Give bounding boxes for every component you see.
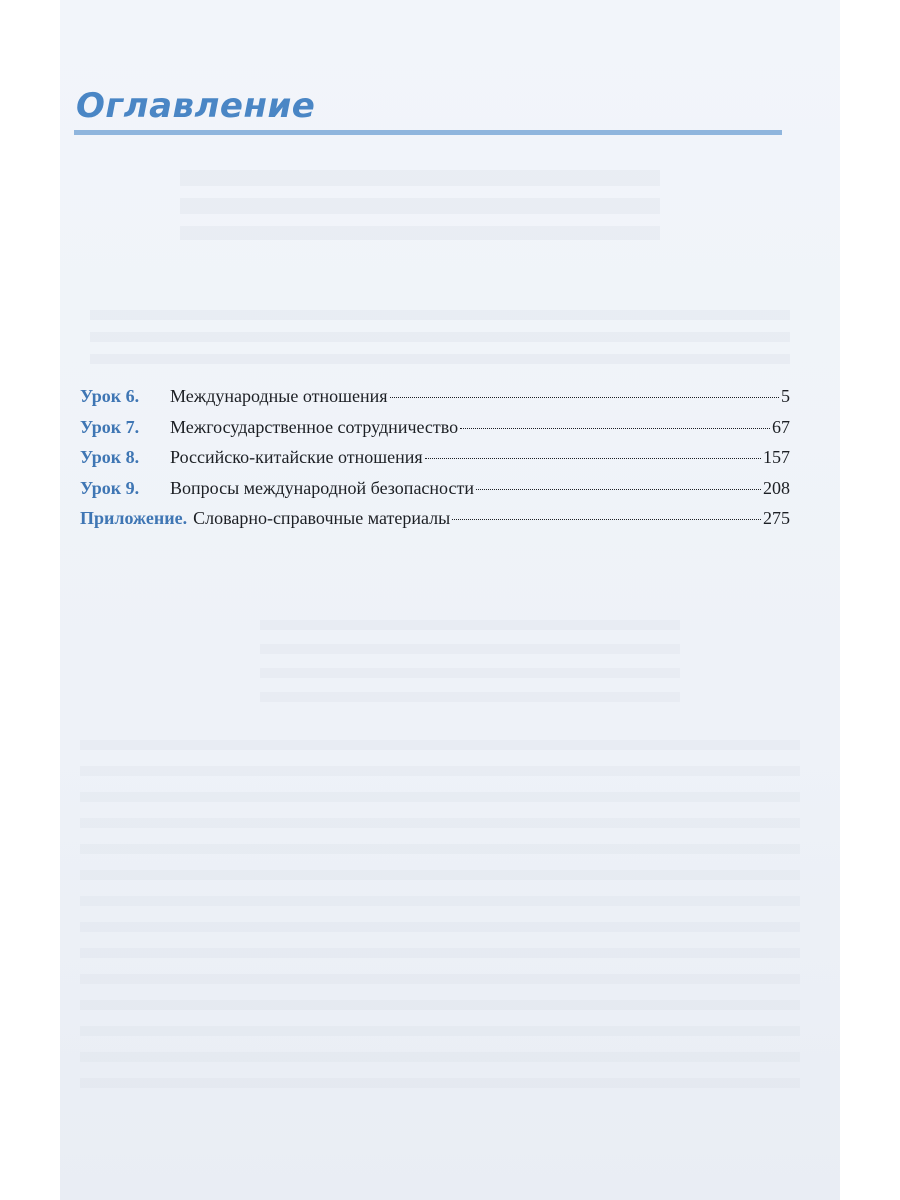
lesson-label: Урок 7. bbox=[80, 416, 140, 437]
toc-heading: Оглавление bbox=[76, 86, 316, 126]
table-of-contents bbox=[80, 386, 790, 539]
dot-leader bbox=[390, 397, 780, 398]
toc-entry[interactable] bbox=[80, 447, 790, 478]
entry-title: Вопросы международной безопасности bbox=[170, 477, 474, 498]
page-number: 275 bbox=[763, 508, 790, 528]
toc-entry[interactable] bbox=[80, 386, 790, 417]
lesson-label: Урок 8. bbox=[80, 447, 140, 467]
page-number: 157 bbox=[763, 447, 790, 467]
page-number: 208 bbox=[763, 477, 790, 498]
heading-underline bbox=[74, 130, 782, 135]
entry-title: Российско-китайские отношения bbox=[170, 447, 423, 467]
book-page bbox=[60, 0, 840, 1200]
bleed-through-block-1 bbox=[180, 170, 660, 240]
dot-leader bbox=[460, 428, 770, 429]
page-number: 67 bbox=[772, 416, 790, 437]
entry-title: Словарно-справочные материалы bbox=[193, 508, 451, 528]
toc-entry[interactable] bbox=[80, 417, 790, 448]
lesson-label: Урок 6. bbox=[80, 386, 140, 406]
dot-leader bbox=[452, 519, 761, 520]
lesson-label: Урок 9. bbox=[80, 477, 140, 498]
dot-leader bbox=[476, 489, 761, 490]
bleed-through-block-2 bbox=[90, 310, 790, 370]
appendix-label: Приложение. bbox=[80, 508, 188, 528]
entry-title: Межгосударственное сотрудничество bbox=[170, 416, 459, 437]
dot-leader bbox=[425, 458, 761, 459]
bleed-through-block-3 bbox=[260, 620, 680, 710]
toc-entry[interactable] bbox=[80, 478, 790, 509]
toc-entry-appendix[interactable] bbox=[80, 508, 790, 539]
entry-title: Международные отношения bbox=[170, 386, 388, 406]
page-number: 5 bbox=[781, 386, 790, 406]
bleed-through-block-4 bbox=[80, 740, 800, 1100]
